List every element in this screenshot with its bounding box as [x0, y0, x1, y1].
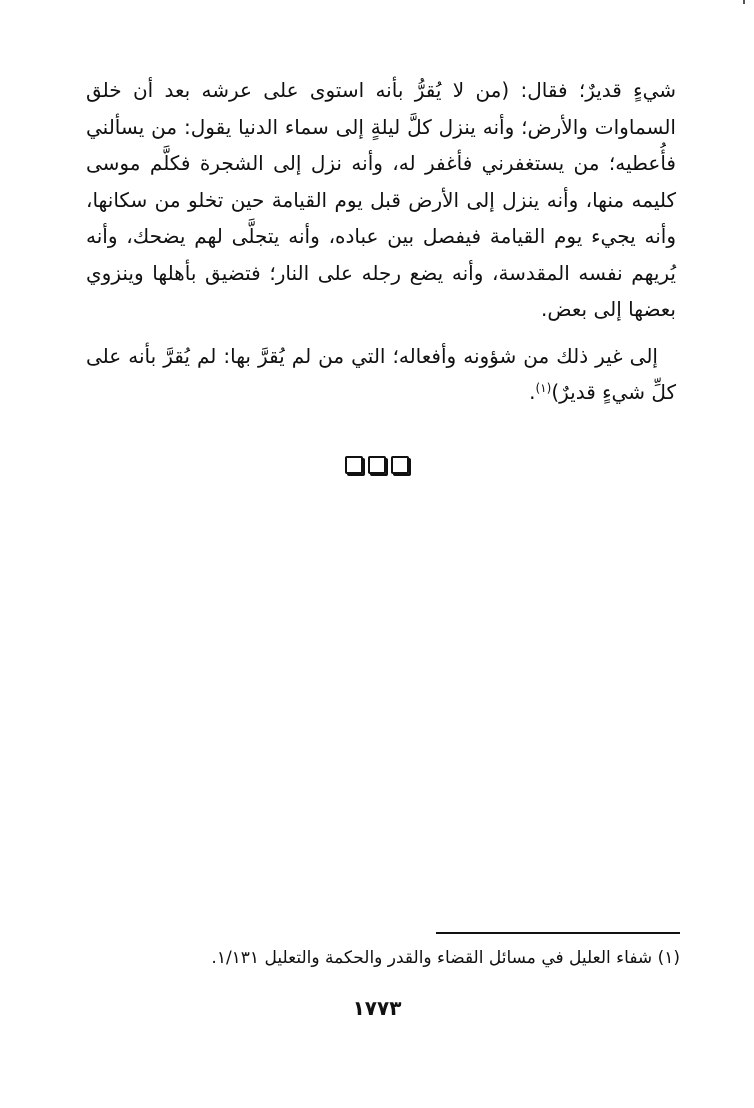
main-text — [86, 72, 676, 421]
paragraph-1: شيءٍ قديرٌ؛ فقال: (من لا يُقرُّ بأنه استوى على عرشه بعد أن خلق السماوات والأرض؛ وأنه ينزل كلَّ ليلةٍ إلى سماء الدنيا يقول: من يسألني فأُعطيه؛ من يستغفرني فأغفر له، وأنه نزل إلى الشجرة فكلَّم موسى كليمه منها، وأنه ينزل إلى الأرض قبل يوم القيامة حين تخلو من سكانها، وأنه يجيء يوم القيامة فيفصل بين عباده، وأنه يتجلَّى لهم يضحك، وأنه يُريهم نفسه المقدسة، وأنه يضع رجله على النار؛ فتضيق بأهلها وينزوي بعضها إلى بعض. — [86, 78, 676, 321]
separator-box-icon — [368, 456, 386, 474]
footnote: (١) شفاء العليل في مسائل القضاء والقدر والحكمة والتعليل ١/١٣١. — [211, 948, 680, 968]
page-number: ١٧٧٣ — [352, 996, 402, 1020]
separator-box-icon — [345, 456, 363, 474]
footnote-divider — [436, 932, 680, 934]
paragraph-2 — [86, 338, 676, 411]
paragraph-2-text: إلى غير ذلك من شؤونه وأفعاله؛ التي من لم يُقرَّ بها: لم يُقرَّ بأنه على كلِّ شيءٍ قديرٌ) — [86, 343, 676, 404]
section-separator — [0, 456, 754, 474]
separator-box-icon — [391, 456, 409, 474]
footnote-reference: (١) — [535, 381, 552, 395]
scan-corner-mark — [743, 0, 745, 4]
paragraph-2-tail: . — [529, 380, 536, 404]
